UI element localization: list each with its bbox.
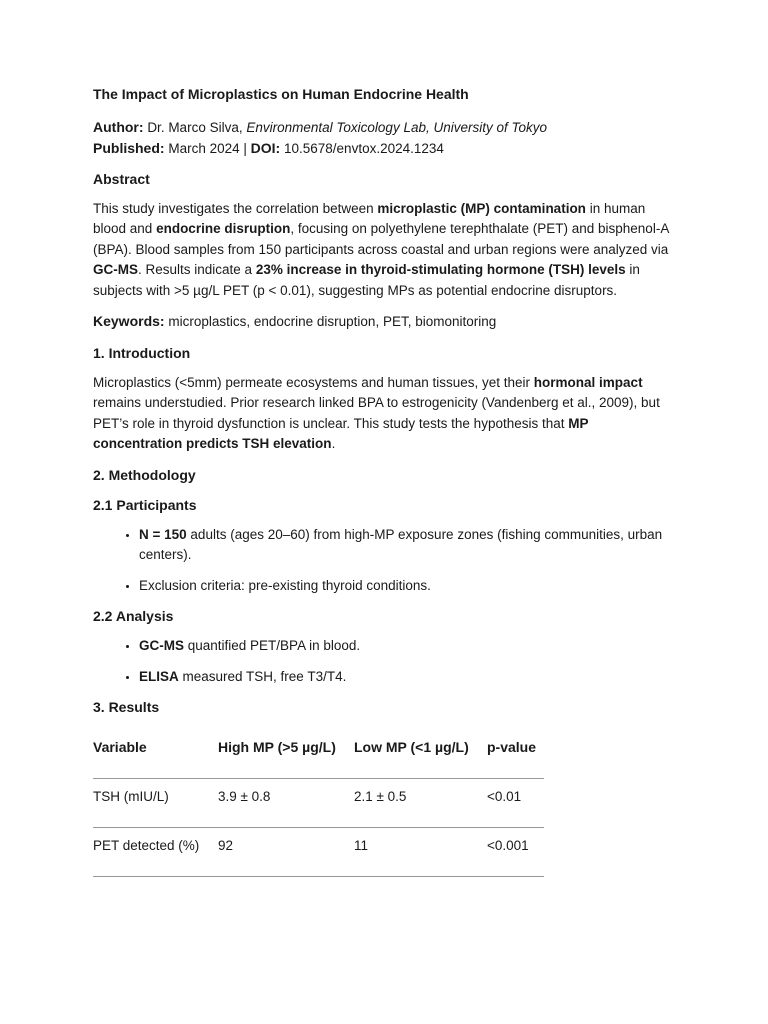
abstract-heading: Abstract bbox=[93, 170, 150, 187]
keywords-text: microplastics, endocrine disruption, PET, biomonitoring bbox=[168, 314, 497, 329]
table-cell: <0.01 bbox=[487, 778, 544, 828]
methodology-heading: 2. Methodology bbox=[93, 466, 196, 483]
table-row bbox=[93, 828, 544, 877]
author-line bbox=[93, 117, 675, 139]
participants-heading: 2.1 Participants bbox=[93, 496, 197, 513]
table-cell: 3.9 ± 0.8 bbox=[218, 778, 354, 828]
table-row bbox=[93, 778, 544, 828]
table-header-cell: p-value bbox=[487, 739, 537, 755]
published-date: March 2024 bbox=[168, 141, 240, 156]
list-item: • GC-MS quantified PET/BPA in blood. bbox=[139, 636, 675, 657]
table-cell: 2.1 ± 0.5 bbox=[354, 778, 487, 828]
author-label: Author: bbox=[93, 118, 144, 135]
paper-meta bbox=[93, 117, 675, 160]
table-cell: 11 bbox=[354, 828, 487, 877]
paper-title: The Impact of Microplastics on Human Endocrine Health bbox=[93, 86, 469, 102]
table-header-cell: Low MP (<1 µg/L) bbox=[354, 739, 469, 755]
author-name: Dr. Marco Silva, bbox=[147, 119, 243, 135]
table-cell: 92 bbox=[218, 828, 354, 877]
list-item: • N = 150 adults (ages 20–60) from high-MP exposure zones (fishing communities, urban centers). bbox=[139, 525, 675, 566]
table-cell: <0.001 bbox=[487, 828, 544, 877]
introduction-heading: 1. Introduction bbox=[93, 344, 191, 361]
analysis-heading: 2.2 Analysis bbox=[93, 608, 174, 624]
results-heading: 3. Results bbox=[93, 699, 160, 715]
table-header-row bbox=[93, 727, 544, 778]
keywords-label: Keywords: bbox=[93, 313, 165, 329]
meta-separator: | bbox=[243, 141, 247, 156]
results-table bbox=[93, 727, 544, 877]
table-header-cell: Variable bbox=[93, 739, 147, 755]
doi-value: 10.5678/envtox.2024.1234 bbox=[284, 141, 444, 156]
published-line bbox=[93, 138, 675, 160]
keywords-line bbox=[93, 311, 675, 333]
published-label: Published: bbox=[93, 140, 165, 156]
doi-label: DOI: bbox=[250, 140, 281, 156]
participants-list bbox=[93, 525, 675, 597]
introduction-paragraph: Microplastics (<5mm) permeate ecosystems and human tissues, yet their hormonal impact remains understudied. Prior research linked BPA to estrogenicity (Vandenberg et al., 2009), but PET’s role in thyroid dysfunction is unclear. This study tests the hypothesis that MP concentration predicts TSH elevation. bbox=[93, 374, 660, 451]
list-item: • Exclusion criteria: pre-existing thyroid conditions. bbox=[139, 576, 675, 597]
table-header-cell: High MP (>5 µg/L) bbox=[218, 739, 336, 755]
table-cell: PET detected (%) bbox=[93, 828, 218, 877]
list-item: • ELISA measured TSH, free T3/T4. bbox=[139, 667, 675, 688]
author-affiliation: Environmental Toxicology Lab, University of Tokyo bbox=[246, 119, 548, 135]
analysis-list bbox=[93, 636, 675, 687]
table-cell: TSH (mIU/L) bbox=[93, 778, 218, 828]
abstract-paragraph: This study investigates the correlation between microplastic (MP) contamination in human blood and endocrine disruption, focusing on polyethylene terephthalate (PET) and bisphenol-A (BPA). Blood samples from 150 participants across coastal and urban regions were analyzed via GC-MS. Results indicate a 23% increase in thyroid-stimulating hormone (TSH) levels in subjects with >5 µg/L PET (p < 0.01), suggesting MPs as potential endocrine disruptors. bbox=[93, 200, 669, 298]
